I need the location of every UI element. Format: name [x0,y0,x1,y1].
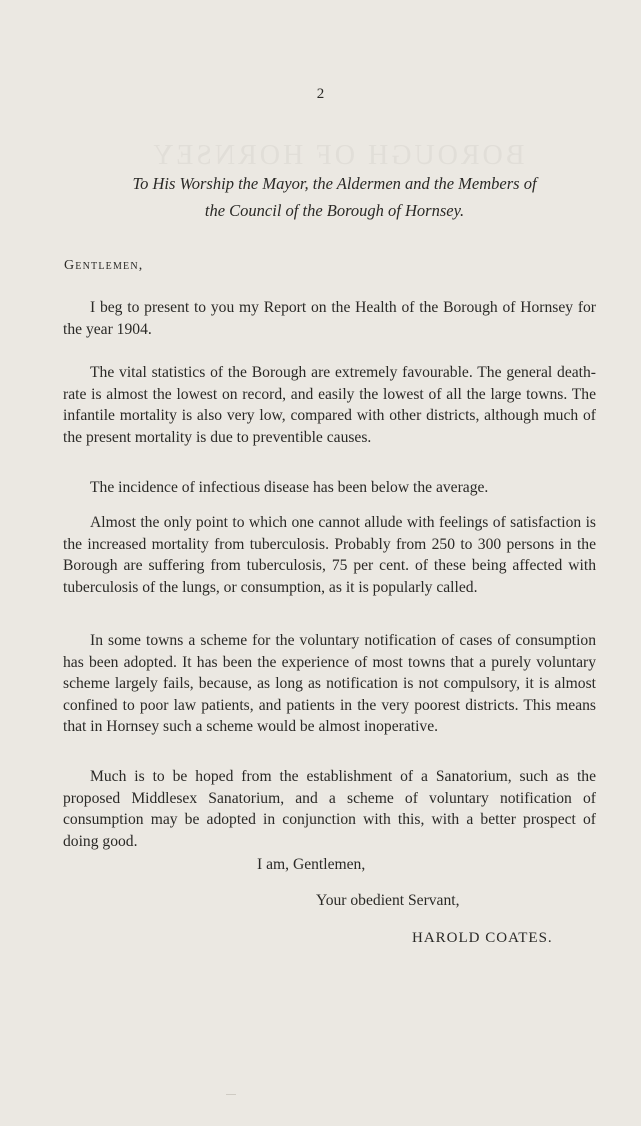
salutation: Gentlemen, [64,258,144,273]
paragraph-sanatorium: Much is to be hoped from the establishment of a Sanatorium, such as the proposed Middlesex Sanatorium, and a scheme of voluntary notification of consumption may be adopted in conjunction with this, with a better prospect of doing good. [63,768,596,850]
print-mark [226,1094,236,1095]
page-number: 2 [316,86,325,102]
paragraph-notification-scheme: In some towns a scheme for the voluntary notification of cases of consumption has been adopted. It has been the experience of most towns that a purely voluntary scheme largely fails, because, as long as notification is not compulsory, it is almost confined to poor law patients, and patients in the very poorest districts. This means that in Hornsey such a scheme would be almost inoperative. [63,632,596,736]
paragraph-tuberculosis: Almost the only point to which one cannot allude with feelings of satisfaction is the increased mortality from tuberculosis. Probably from 250 to 300 persons in the Borough are suffering from tuberculosis, 75 per cent. of these being affected with tuberculosis of the lungs, or consumption, as it is popularly called. [63,514,596,596]
paragraph-infectious-disease: The incidence of infectious disease has been below the average. [90,479,489,496]
address-block [72,170,597,224]
closing-line-1: I am, Gentlemen, [257,856,366,873]
paragraph-vital-statistics: The vital statistics of the Borough are extremely favourable. The general death-rate is almost the lowest on record, and easily the lowest of all the large towns. The infantile mortality is also very low, compared with other districts, although much of the present mortality is due to preventible causes. [63,364,596,446]
address-line-2: the Council of the Borough of Hornsey. [204,201,465,220]
paragraph-report-intro: I beg to present to you my Report on the Health of the Borough of Hornsey for the year 1904. [63,299,596,338]
bleed-through-watermark: BOROUGH OF HORNSEY [150,140,525,171]
closing-line-2: Your obedient Servant, [316,892,460,909]
address-line-1: To His Worship the Mayor, the Aldermen and the Members of [132,174,537,193]
signature: HAROLD COATES. [412,930,553,946]
